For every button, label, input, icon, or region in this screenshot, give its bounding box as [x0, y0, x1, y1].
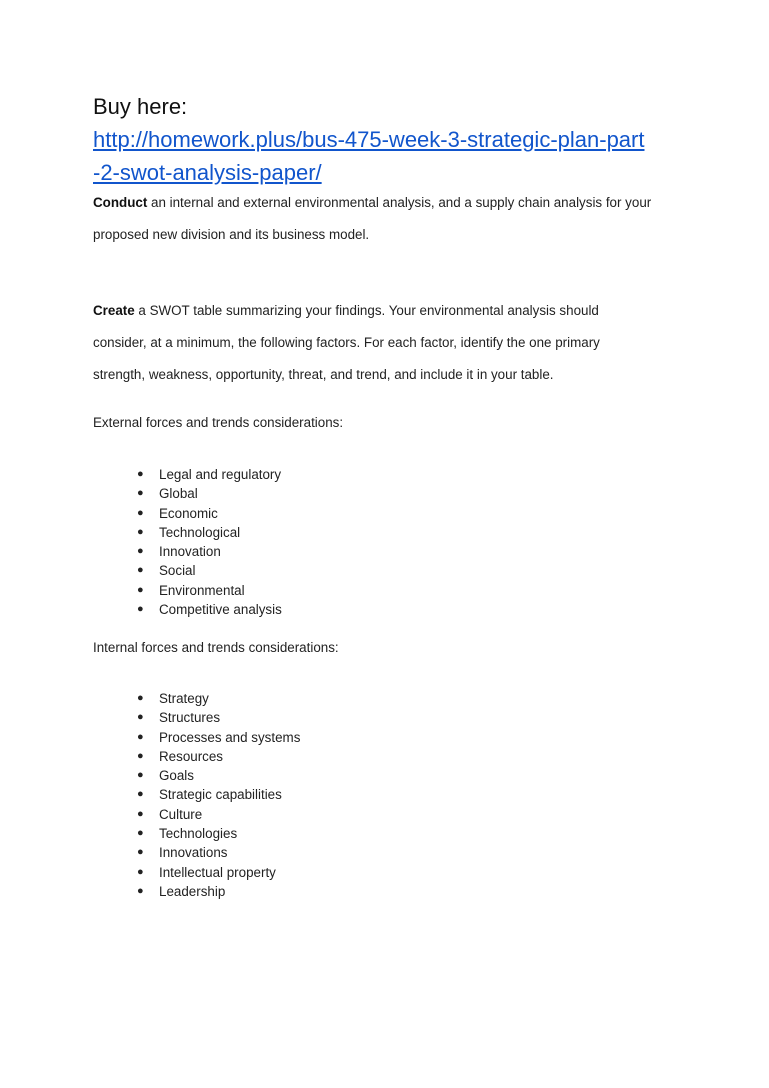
- bullet-icon: ●: [137, 711, 144, 724]
- list-item-label: Social: [159, 563, 196, 579]
- list-item-label: Goals: [159, 768, 194, 784]
- list-item-label: Culture: [159, 806, 203, 822]
- list-item-label: Competitive analysis: [159, 602, 282, 618]
- bullet-icon: ●: [137, 468, 144, 480]
- list-item: [93, 766, 300, 785]
- list-item: [93, 805, 300, 824]
- internal-heading: Internal forces and trends considerations:: [93, 640, 339, 655]
- bullet-icon: ●: [137, 788, 144, 801]
- create-text: a SWOT table summarizing your findings. Your environmental analysis should consider, at a minimum, the following factors. For each factor, identify the one primary strength, weakness, opportunity, threat, and trend, and include it in your table.: [93, 303, 600, 382]
- internal-list: [93, 689, 300, 901]
- bullet-icon: ●: [137, 583, 144, 596]
- list-item: [93, 785, 300, 804]
- list-item-label: Global: [159, 486, 198, 502]
- list-item: [93, 728, 300, 747]
- product-link-line1[interactable]: http://homework.plus/bus-475-week-3-strategic-plan-part: [93, 127, 645, 152]
- bullet-icon: ●: [137, 487, 144, 500]
- list-item-label: Resources: [159, 748, 224, 764]
- list-item-label: Strategic capabilities: [159, 787, 282, 803]
- list-item: [93, 561, 282, 580]
- list-item-label: Legal and regulatory: [159, 467, 282, 482]
- list-item-label: Leadership: [159, 883, 226, 899]
- list-item-label: Innovation: [159, 544, 221, 560]
- list-item-label: Intellectual property: [159, 864, 276, 880]
- bullet-icon: ●: [137, 827, 144, 840]
- list-item: [93, 708, 300, 727]
- bullet-icon: ●: [137, 846, 144, 859]
- list-item: [93, 600, 282, 619]
- bullet-icon: ●: [137, 769, 144, 782]
- list-item-label: Structures: [159, 710, 221, 726]
- external-heading: External forces and trends considerations:: [93, 415, 344, 430]
- conduct-bold: Conduct: [93, 195, 148, 210]
- list-item: [93, 863, 300, 882]
- list-item: [93, 689, 300, 708]
- bullet-icon: ●: [137, 506, 144, 519]
- list-item: [93, 484, 282, 503]
- product-link-line2[interactable]: -2-swot-analysis-paper/: [93, 160, 322, 185]
- buy-section: [93, 90, 644, 189]
- list-item: [93, 542, 282, 561]
- buy-here-label: Buy here:: [93, 94, 188, 119]
- bullet-icon: ●: [137, 730, 144, 743]
- create-bold: Create: [93, 303, 135, 318]
- external-list: [93, 465, 282, 619]
- bullet-icon: ●: [137, 749, 144, 762]
- list-item-label: Economic: [159, 505, 218, 521]
- list-item-label: Processes and systems: [159, 729, 301, 745]
- bullet-icon: ●: [137, 692, 144, 704]
- list-item-label: Strategy: [159, 691, 209, 706]
- bullet-icon: ●: [137, 564, 144, 577]
- list-item: [93, 465, 282, 484]
- list-item: [93, 581, 282, 600]
- list-item-label: Environmental: [159, 582, 245, 598]
- conduct-text: an internal and external environmental analysis, and a supply chain analysis for your proposed new division and its business model.: [93, 195, 652, 242]
- list-item: [93, 843, 300, 862]
- list-item: [93, 523, 282, 542]
- list-item-label: Technological: [159, 524, 241, 540]
- list-item: [93, 504, 282, 523]
- bullet-icon: ●: [137, 603, 144, 616]
- bullet-icon: ●: [137, 884, 144, 897]
- bullet-icon: ●: [137, 865, 144, 878]
- list-item-label: Innovations: [159, 845, 228, 861]
- list-item: [93, 882, 300, 901]
- paragraph-create: [93, 295, 653, 391]
- paragraph-conduct: [93, 187, 693, 251]
- bullet-icon: ●: [137, 545, 144, 558]
- bullet-icon: ●: [137, 525, 144, 538]
- list-item: [93, 824, 300, 843]
- bullet-icon: ●: [137, 807, 144, 820]
- list-item-label: Technologies: [159, 826, 238, 842]
- list-item: [93, 747, 300, 766]
